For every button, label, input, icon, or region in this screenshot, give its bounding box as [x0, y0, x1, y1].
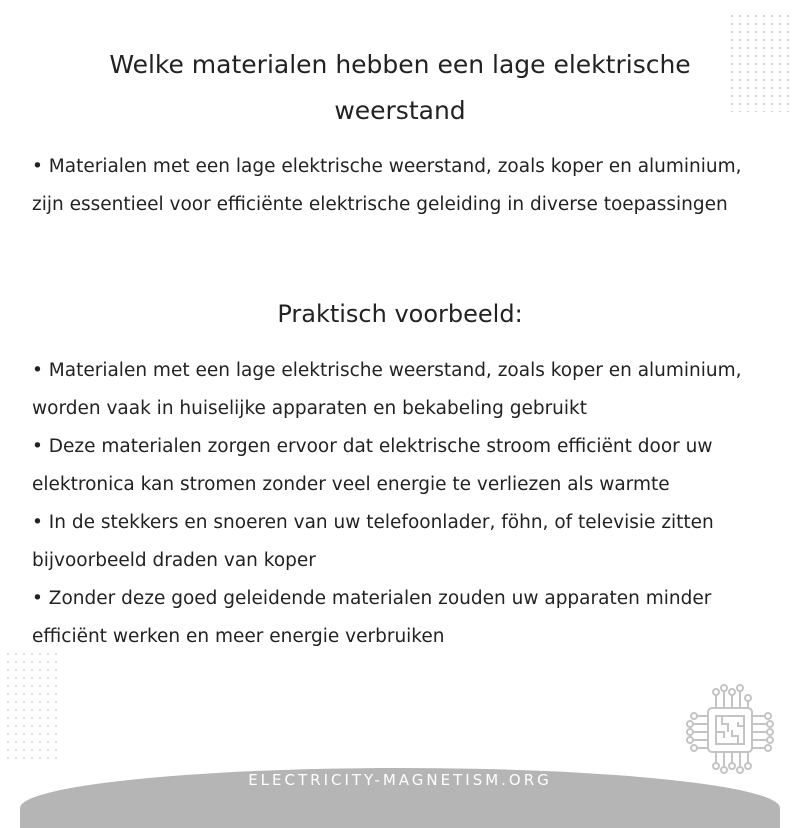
example-heading: Praktisch voorbeeld: — [277, 300, 523, 328]
example-list — [32, 352, 776, 656]
circuit-chip-icon — [676, 676, 784, 784]
page-title: Welke materialen hebben een lage elektrische weerstand — [109, 50, 691, 125]
intro-paragraph: • Materialen met een lage elektrische weerstand, zoals koper en aluminium, zijn essentieel voor efficiënte elektrische geleiding in diverse toepassingen — [32, 156, 742, 215]
list-item: • In de stekkers en snoeren van uw telefoonlader, föhn, of televisie zitten bijvoorbeeld draden van koper — [32, 512, 714, 571]
list-item: • Zonder deze goed geleidende materialen zouden uw apparaten minder efficiënt werken en meer energie verbruiken — [32, 588, 712, 647]
list-item: • Deze materialen zorgen ervoor dat elektrische stroom efficiënt door uw elektronica kan stromen zonder veel energie te verliezen als warmte — [32, 436, 713, 495]
dot-pattern-decoration — [4, 650, 60, 760]
list-item: • Materialen met een lage elektrische weerstand, zoals koper en aluminium, worden vaak in huiselijke apparaten en bekabeling gebruikt — [32, 360, 742, 419]
footer-site-name: ELECTRICITY-MAGNETISM.ORG — [248, 771, 552, 789]
